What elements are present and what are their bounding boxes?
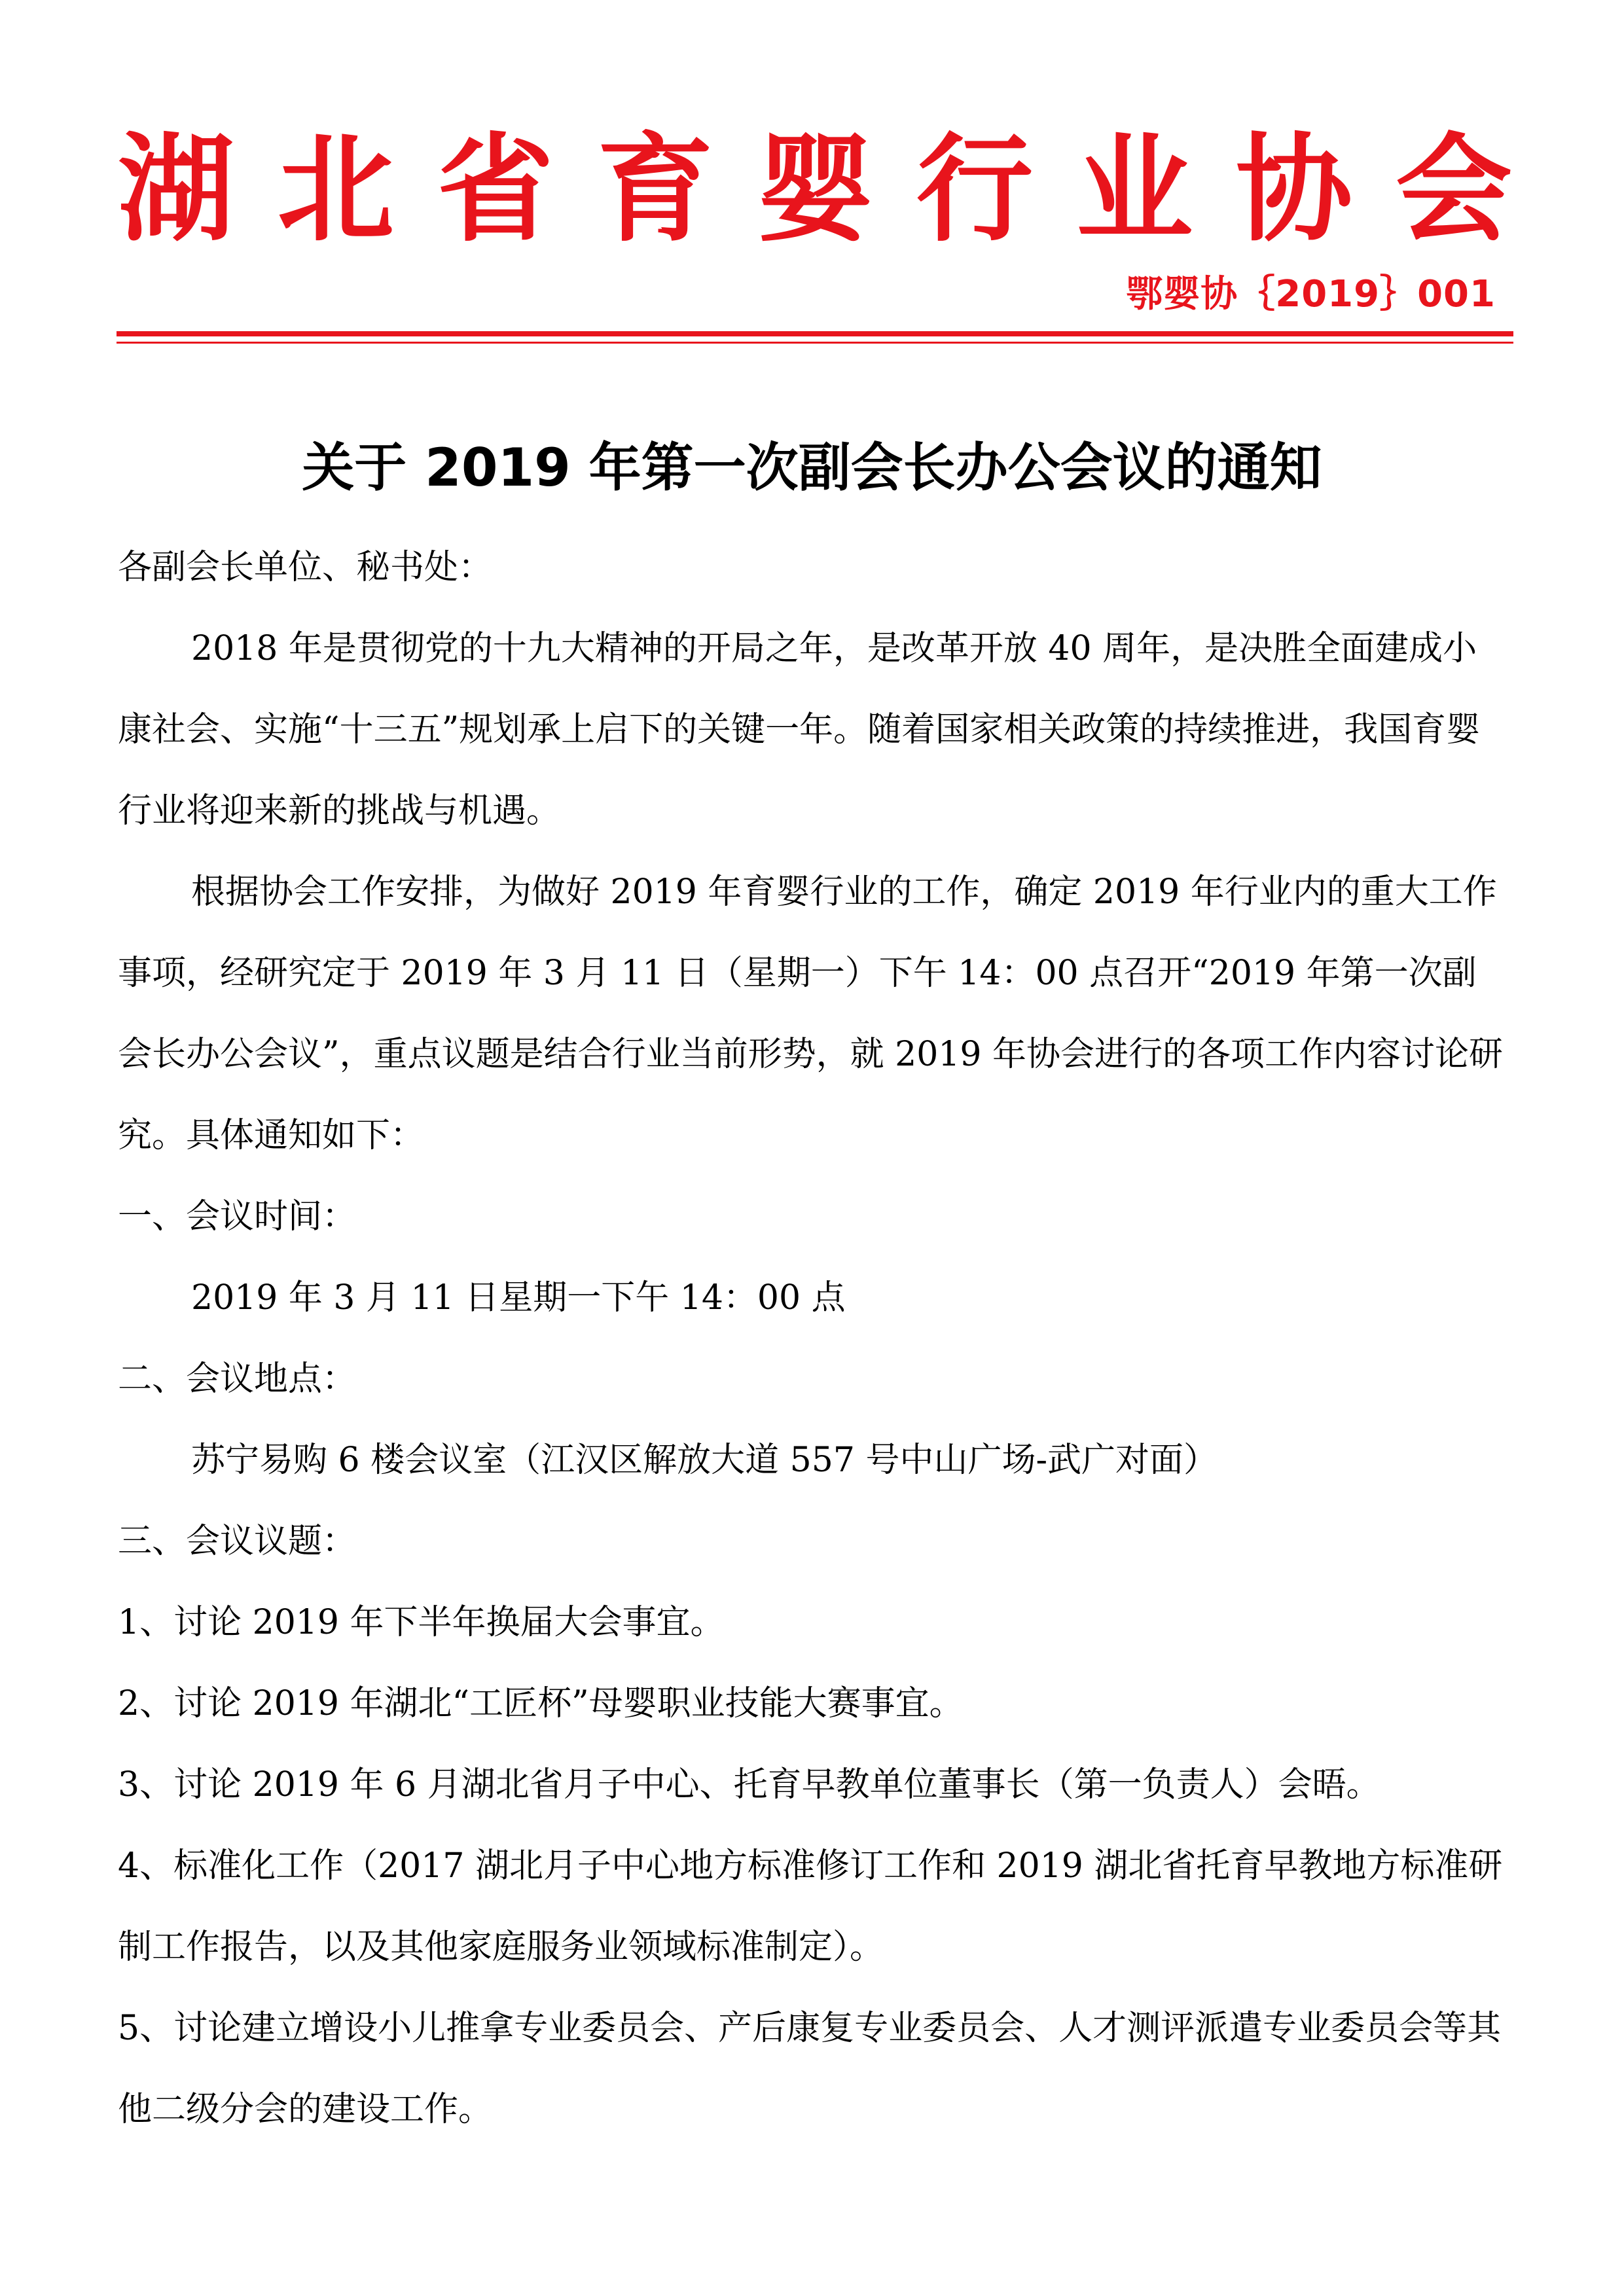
topic-item: 5、讨论建立增设小儿推拿专业委员会、产后康复专业委员会、人才测评派遣专业委员会等其他二级分会的建设工作。 [118, 2009, 1502, 2129]
org-name-char: 省 [437, 122, 554, 257]
salutation: 各副会长单位、秘书处： [118, 548, 493, 587]
topic-item: 2、讨论 2019 年湖北“工匠杯”母婴职业技能大赛事宜。 [118, 1684, 964, 1723]
topic-item: 4、标准化工作（2017 湖北月子中心地方标准修订工作和 2019 湖北省托育早教地方标准研制工作报告，以及其他家庭服务业领域标准制定）。 [118, 1846, 1503, 1967]
org-name-char: 行 [916, 122, 1033, 257]
meeting-place-value: 苏宁易购 6 楼会议室（江汉区解放大道 557 号中山广场-武广对面） [191, 1441, 1218, 1480]
topic-item: 1、讨论 2019 年下半年换届大会事宜。 [118, 1603, 725, 1642]
header-divider-thin [117, 342, 1513, 344]
org-name-char: 会 [1396, 122, 1512, 257]
document-number: 鄂婴协｛2019｝001 [1126, 273, 1496, 315]
organization-name-header [118, 124, 1512, 255]
topic-item: 3、讨论 2019 年 6 月湖北省月子中心、托育早教单位董事长（第一负责人）会晤。 [118, 1765, 1380, 1804]
paragraph-arrangement: 根据协会工作安排，为做好 2019 年育婴行业的工作，确定 2019 年行业内的重大工作事项，经研究定于 2019 年 3 月 11 日（星期一）下午 14：00 点召开“2019 年第一次副会长办公会议”，重点议题是结合行业当前形势，就 2019 年协会进行的各项工作内容讨论研究。具体通知如下： [118, 872, 1503, 1155]
section-heading-topics: 三、会议议题： [118, 1522, 357, 1561]
paragraph-intro: 2018 年是贯彻党的十九大精神的开局之年，是改革开放 40 周年，是决胜全面建成小康社会、实施“十三五”规划承上启下的关键一年。随着国家相关政策的持续推进，我国育婴行业将迎来新的挑战与机遇。 [118, 629, 1481, 831]
section-heading-place: 二、会议地点： [118, 1359, 357, 1399]
section-heading-time: 一、会议时间： [118, 1197, 357, 1236]
org-name-char: 业 [1076, 122, 1193, 257]
org-name-char: 协 [1236, 122, 1352, 257]
meeting-time-value: 2019 年 3 月 11 日星期一下午 14：00 点 [191, 1278, 846, 1318]
org-name-char: 婴 [757, 122, 873, 257]
document-title: 关于 2019 年第一次副会长办公会议的通知 [302, 437, 1322, 498]
org-name-char: 湖 [118, 122, 234, 257]
org-name-char: 北 [278, 122, 394, 257]
header-divider-thick [117, 331, 1513, 336]
org-name-char: 育 [597, 122, 713, 257]
